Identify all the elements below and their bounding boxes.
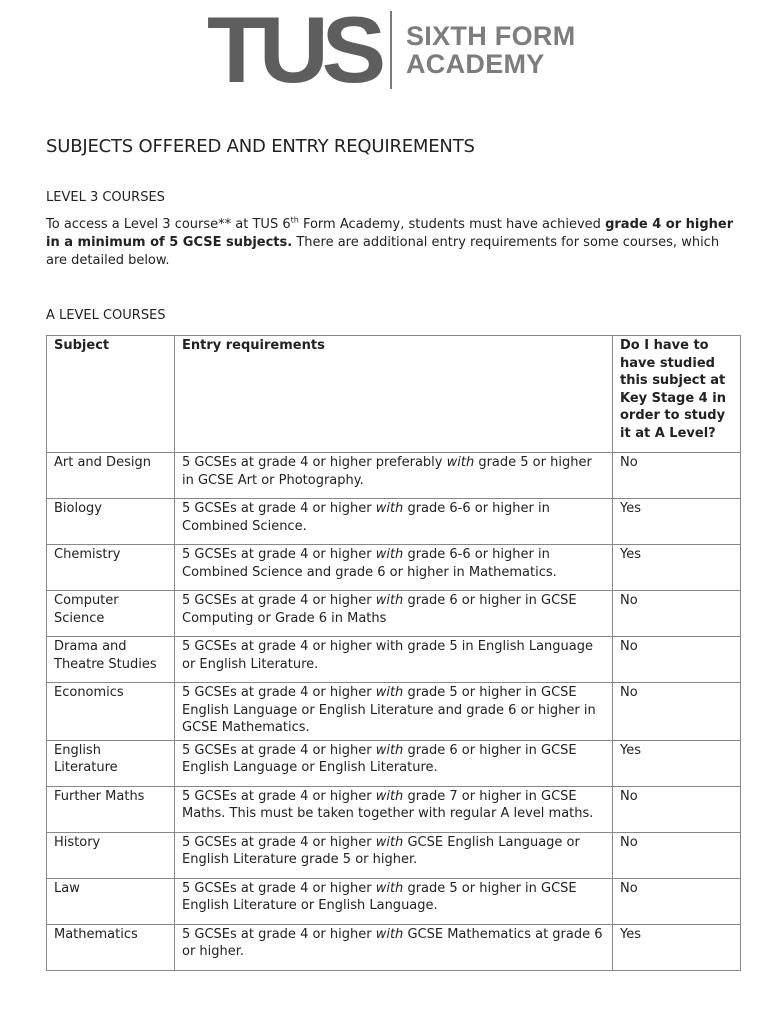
requirements-emphasis: with xyxy=(375,880,404,896)
ks4-cell: No xyxy=(613,832,741,878)
intro-part-1: To access a Level 3 course** at TUS 6 xyxy=(46,217,291,232)
header-key-stage-4: Do I have to have studied this subject at Key Stage 4 in order to study it at A Level? xyxy=(613,336,741,453)
table-row xyxy=(47,832,741,878)
table-row xyxy=(47,453,741,499)
intro-part-3: There are additional entry requirements for some courses, which are detailed below. xyxy=(46,235,720,268)
requirements-text: 5 GCSEs at grade 4 or higher xyxy=(182,501,376,516)
alevel-heading: A LEVEL COURSES xyxy=(46,308,166,323)
requirements-cell xyxy=(175,499,613,545)
logo-line-2: ACADEMY xyxy=(406,49,545,79)
requirements-text-cont: grade 6 or higher in GCSE Computing or Grade 6 in Maths xyxy=(182,593,577,626)
requirements-emphasis: with xyxy=(446,455,475,470)
ks4-cell: Yes xyxy=(613,545,741,591)
requirements-text: 5 GCSEs at grade 4 or higher xyxy=(182,685,376,700)
requirements-text: 5 GCSEs at grade 4 or higher xyxy=(182,547,376,562)
requirements-text-cont: grade 6 or higher in GCSE English Language or English Literature. xyxy=(182,742,577,775)
header-entry-requirements: Entry requirements xyxy=(175,336,613,453)
table-row xyxy=(47,683,741,741)
logo-mark: TUS xyxy=(207,0,380,102)
ks4-cell: No xyxy=(613,878,741,924)
logo-subtitle xyxy=(406,22,576,78)
requirements-text-cont: GCSE Mathematics at grade 6 or higher. xyxy=(182,926,603,959)
requirements-cell xyxy=(175,832,613,878)
ks4-cell: No xyxy=(613,786,741,832)
ks4-cell: Yes xyxy=(613,740,741,786)
requirements-text-cont: grade 7 or higher in GCSE Maths. This must be taken together with regular A level maths. xyxy=(182,788,594,821)
requirements-cell xyxy=(175,924,613,970)
page-title: SUBJECTS OFFERED AND ENTRY REQUIREMENTS xyxy=(46,136,475,157)
requirements-text-cont: grade 6-6 or higher in Combined Science and grade 6 or higher in Mathematics. xyxy=(182,547,557,580)
subject-cell: Further Maths xyxy=(47,786,175,832)
ks4-cell: No xyxy=(613,683,741,741)
requirements-cell xyxy=(175,878,613,924)
intro-bold: grade 4 or higher in a minimum of 5 GCSE subjects. xyxy=(46,217,734,250)
table-row xyxy=(47,786,741,832)
subject-cell: History xyxy=(47,832,175,878)
subject-cell: Computer Science xyxy=(47,591,175,637)
requirements-cell xyxy=(175,545,613,591)
requirements-cell xyxy=(175,740,613,786)
table-row xyxy=(47,878,741,924)
requirements-cell xyxy=(175,591,613,637)
subject-cell: Drama and Theatre Studies xyxy=(47,637,175,683)
requirements-text: 5 GCSEs at grade 4 or higher with grade 5 in English Language or English Literature. xyxy=(182,639,593,672)
requirements-emphasis: with xyxy=(375,685,404,700)
header-subject: Subject xyxy=(47,336,175,453)
table-row xyxy=(47,545,741,591)
intro-part-2: Form Academy, students must have achieved xyxy=(298,217,606,232)
requirements-emphasis: with xyxy=(375,742,404,758)
requirements-text-cont: grade 6-6 or higher in Combined Science. xyxy=(182,501,550,534)
requirements-cell xyxy=(175,683,613,741)
table-row xyxy=(47,637,741,683)
table-row xyxy=(47,499,741,545)
requirements-emphasis: with xyxy=(375,926,404,942)
ks4-cell: Yes xyxy=(613,924,741,970)
requirements-cell xyxy=(175,786,613,832)
requirements-text-cont: grade 5 or higher in GCSE Art or Photography. xyxy=(182,455,592,488)
subject-cell: Chemistry xyxy=(47,545,175,591)
requirements-emphasis: with xyxy=(375,788,404,804)
requirements-emphasis: with xyxy=(375,593,404,608)
requirements-emphasis: with xyxy=(375,547,404,562)
ks4-cell: No xyxy=(613,591,741,637)
requirements-text-cont: grade 5 or higher in GCSE English Language or English Literature and grade 6 or higher in GCSE Mathematics. xyxy=(182,685,596,735)
requirements-emphasis: with xyxy=(375,501,404,516)
logo-divider xyxy=(390,11,392,89)
requirements-text: 5 GCSEs at grade 4 or higher xyxy=(182,788,376,804)
requirements-text: 5 GCSEs at grade 4 or higher xyxy=(182,593,376,608)
intro-paragraph xyxy=(46,216,736,270)
requirements-text: 5 GCSEs at grade 4 or higher xyxy=(182,834,376,850)
table-row xyxy=(47,740,741,786)
requirements-table xyxy=(46,335,741,971)
requirements-text: 5 GCSEs at grade 4 or higher xyxy=(182,742,376,758)
requirements-text: 5 GCSEs at grade 4 or higher preferably xyxy=(182,455,447,470)
requirements-emphasis: with xyxy=(375,834,404,850)
subject-cell: Law xyxy=(47,878,175,924)
ks4-cell: No xyxy=(613,637,741,683)
subject-cell: Biology xyxy=(47,499,175,545)
table-row xyxy=(47,591,741,637)
table-row xyxy=(47,924,741,970)
subject-cell: Economics xyxy=(47,683,175,741)
requirements-text-cont: GCSE English Language or English Literature grade 5 or higher. xyxy=(182,834,580,867)
subject-cell: English Literature xyxy=(47,740,175,786)
level3-heading: LEVEL 3 COURSES xyxy=(46,190,165,205)
ks4-cell: No xyxy=(613,453,741,499)
logo-line-1: SIXTH FORM xyxy=(406,21,576,51)
subject-cell: Mathematics xyxy=(47,924,175,970)
intro-superscript: th xyxy=(290,215,299,225)
requirements-cell xyxy=(175,637,613,683)
subject-cell: Art and Design xyxy=(47,453,175,499)
requirements-text: 5 GCSEs at grade 4 or higher xyxy=(182,926,376,942)
requirements-text-cont: grade 5 or higher in GCSE English Literature or English Language. xyxy=(182,880,577,913)
requirements-cell xyxy=(175,453,613,499)
ks4-cell: Yes xyxy=(613,499,741,545)
academy-logo xyxy=(207,0,576,102)
table-header-row xyxy=(47,336,741,453)
requirements-text: 5 GCSEs at grade 4 or higher xyxy=(182,880,376,896)
